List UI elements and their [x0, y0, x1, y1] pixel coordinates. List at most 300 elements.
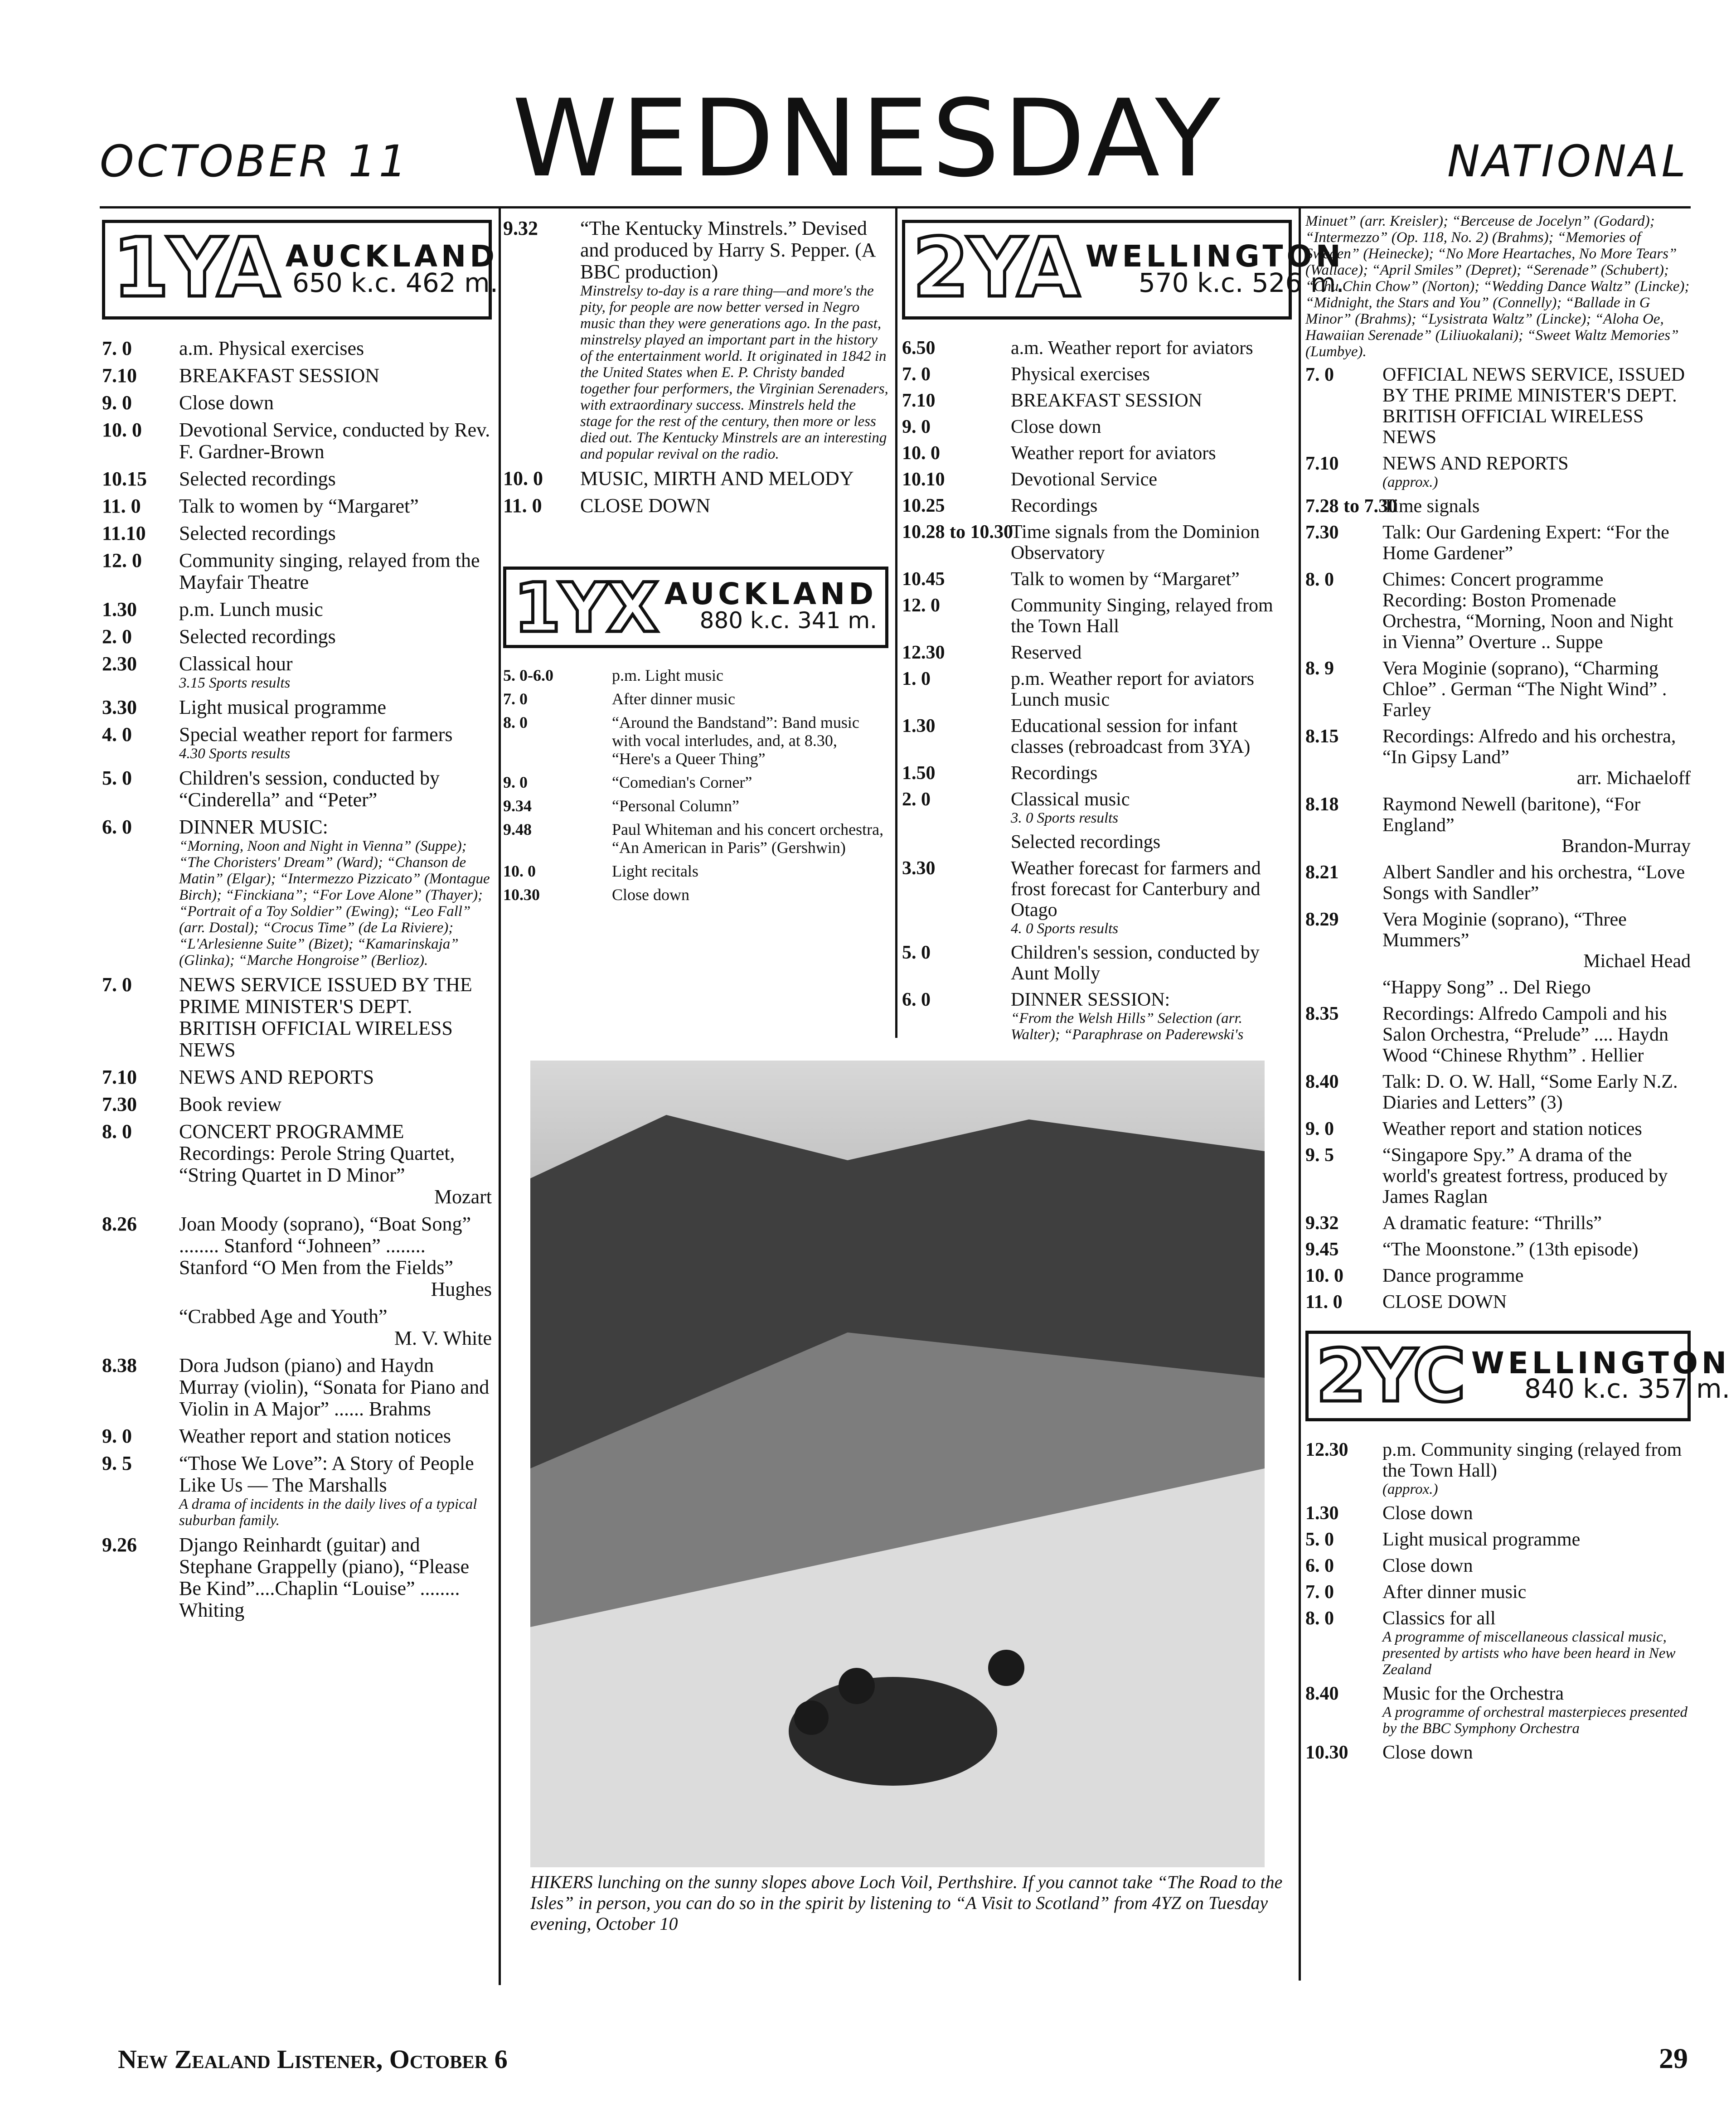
programme-time: 5. 0: [1305, 1529, 1334, 1550]
programme-time: 8.18: [1305, 794, 1339, 815]
programme-item: [1305, 726, 1691, 789]
programme-title: CLOSE DOWN: [580, 494, 711, 517]
programme-list: [1305, 364, 1691, 1313]
programme-time: 12.30: [902, 642, 945, 663]
programme-title: Light recitals: [612, 862, 698, 880]
composer: Michael Head: [1583, 951, 1691, 972]
programme-item: [902, 668, 1292, 710]
programme-time: 9.34: [503, 797, 532, 815]
programme-time: [102, 1306, 179, 1349]
callsign-logo: 2YC: [1316, 1333, 1464, 1418]
programme-time: 10.30: [1305, 1742, 1348, 1763]
station-frequency: 650 k.c. 462 m.: [292, 267, 499, 298]
programme-item: [102, 724, 492, 762]
programme-note: “Morning, Noon and Night in Vienna” (Suppe); “The Choristers' Dream” (Ward); “Chanson de Matin” (Elgar); “Intermezzo Pizzicato” (Montague Birch); “Finckiana”; “For Love Alone” (Thayer); “Portrait of a Toy Soldier” (Ewing); “Leo Fall” (arr. Dostal); “Crocus Time” (de La Riviere); “L'Arlesienne Suite” (Bizet); “Kamarinskaja” (Glinka); “Marche Hongroise” (Berlioz).: [179, 838, 490, 969]
programme-time: 11. 0: [102, 495, 141, 517]
programme-title: After dinner music: [1382, 1582, 1527, 1603]
programme-time: 12. 0: [902, 595, 940, 616]
programme-title: “Those We Love”: A Story of People Like Us — The Marshalls: [179, 1452, 474, 1496]
programme-title: CLOSE DOWN: [1382, 1292, 1507, 1313]
programme-title: Recordings: Alfredo Campoli and his Salon Orchestra, “Prelude” .... Haydn Wood “Chinese Rhythm” . Hellier: [1382, 1003, 1668, 1066]
programme-title: NEWS AND REPORTS: [1382, 453, 1569, 474]
programme-item: [1305, 1292, 1691, 1313]
programme-title: Time signals from the Dominion Observatory: [1011, 522, 1260, 563]
programme-item: [102, 419, 492, 463]
programme-item: [1305, 977, 1691, 998]
programme-time: 10.10: [902, 469, 945, 490]
programme-item: [102, 1355, 492, 1420]
programme-item: [1305, 909, 1691, 972]
programme-item: [1305, 453, 1691, 490]
programme-title: Community Singing, relayed from the Town Hall: [1011, 595, 1273, 637]
programme-title: Vera Moginie (soprano), “Charming Chloe” . German “The Night Wind” . Farley: [1382, 658, 1667, 721]
programme-time: 5. 0: [902, 942, 931, 963]
programme-title: Weather report and station notices: [1382, 1119, 1642, 1139]
programme-item: [102, 1425, 492, 1447]
programme-item: [1305, 794, 1691, 857]
programme-item: [102, 1534, 492, 1621]
programme-time: 4. 0: [102, 723, 132, 746]
column-1ya: [102, 220, 499, 1627]
programme-title: Recordings: [1011, 495, 1098, 516]
programme-title: Close down: [1382, 1503, 1473, 1524]
programme-time: 8.29: [1305, 909, 1339, 930]
programme-item: [902, 443, 1292, 464]
programme-time: 10. 0: [503, 862, 536, 880]
programme-note: 3. 0 Sports results: [1011, 810, 1119, 826]
programme-item: [902, 642, 1292, 663]
programme-title: Physical exercises: [1011, 364, 1150, 385]
programme-item: [503, 773, 888, 791]
station-box-2ya: [902, 220, 1344, 320]
programme-item: [902, 858, 1292, 937]
programme-time: 8.40: [1305, 1683, 1339, 1704]
programme-time: 9.26: [102, 1534, 137, 1556]
programme-list: [902, 338, 1292, 1043]
programme-item: [503, 495, 888, 517]
programme-title: NEWS SERVICE ISSUED BY THE PRIME MINISTER'S DEPT. BRITISH OFFICIAL WIRELESS NEWS: [179, 974, 472, 1061]
callsign-logo: 1YA: [112, 221, 278, 315]
programme-item: [902, 390, 1292, 411]
programme-time: 9.32: [1305, 1213, 1339, 1234]
programme-item: [102, 1306, 492, 1349]
programme-title: “Comedian's Corner”: [612, 773, 752, 791]
programme-title: Devotional Service: [1011, 469, 1158, 490]
programme-item: [1305, 1439, 1691, 1497]
programme-item: [1305, 1742, 1691, 1763]
programme-item: [102, 392, 492, 414]
programme-item: [1305, 1213, 1691, 1234]
programme-title: Raymond Newell (baritone), “For England”: [1382, 794, 1641, 836]
programme-title: Book review: [179, 1093, 282, 1115]
callsign-logo: 1YX: [514, 569, 657, 648]
programme-time: 7.28 to 7.30: [1305, 496, 1397, 517]
programme-title: Devotional Service, conducted by Rev. F. Gardner-Brown: [179, 419, 490, 463]
programme-item: [102, 468, 492, 490]
programme-item: [503, 468, 888, 489]
programme-item: [102, 1453, 492, 1529]
programme-time: 7.10: [1305, 453, 1339, 474]
date-heading: OCTOBER 11: [100, 136, 409, 187]
programme-title: Chimes: Concert programme Recording: Boston Promenade Orchestra, “Morning, Noon and Night in Vienna” Overture .. Suppe: [1382, 569, 1673, 653]
programme-item: [902, 338, 1292, 358]
programme-item: [102, 338, 492, 359]
programme-title: Classical hour: [179, 653, 293, 675]
programme-time: 3.30: [902, 858, 936, 879]
programme-list: [503, 218, 888, 517]
programme-item: [1305, 522, 1691, 564]
programme-list: [503, 666, 888, 904]
programme-time: 12. 0: [102, 549, 142, 572]
programme-item: [902, 789, 1292, 826]
programme-title: DINNER SESSION:: [1011, 989, 1170, 1010]
programme-time: 9. 0: [503, 773, 528, 791]
programme-title: Children's session, conducted by Aunt Molly: [1011, 942, 1260, 984]
programme-time: 7.10: [102, 364, 137, 387]
column-middle: [503, 218, 888, 909]
station-frequency: 880 k.c. 341 m.: [699, 607, 878, 634]
programme-title: After dinner music: [612, 690, 735, 708]
programme-item: [102, 626, 492, 648]
programme-item: [102, 816, 492, 969]
programme-title: “Happy Song” .. Del Riego: [1382, 977, 1591, 998]
callsign-logo: 2YA: [912, 221, 1078, 315]
station-city: WELLINGTON: [1471, 1346, 1731, 1381]
programme-time: 8.35: [1305, 1003, 1339, 1024]
programme-note: (approx.): [1382, 1481, 1438, 1497]
programme-item: [102, 1094, 492, 1115]
programme-title: Weather forecast for farmers and frost forecast for Canterbury and Otago: [1011, 858, 1261, 920]
programme-time: 7.10: [902, 390, 936, 411]
programme-title: “The Moonstone.” (13th episode): [1382, 1239, 1639, 1260]
programme-list: [1305, 1439, 1691, 1763]
programme-time: 9. 5: [1305, 1145, 1334, 1166]
programme-title: Selected recordings: [1011, 832, 1161, 853]
programme-item: [102, 653, 492, 691]
programme-time: 8.21: [1305, 862, 1339, 883]
programme-time: 8.40: [1305, 1071, 1339, 1092]
composer: Brandon-Murray: [1561, 836, 1691, 857]
programme-title: Close down: [179, 392, 274, 414]
programme-time: 7.30: [102, 1093, 137, 1115]
programme-title: “Singapore Spy.” A drama of the world's greatest fortress, produced by James Raglan: [1382, 1145, 1668, 1207]
programme-time: 7.10: [102, 1066, 137, 1088]
programme-item: [1305, 862, 1691, 904]
programme-time: 9.32: [503, 217, 538, 239]
programme-time: 10. 0: [902, 443, 940, 464]
programme-time: 7. 0: [503, 690, 528, 708]
programme-item: [1305, 1239, 1691, 1260]
programme-note: A programme of miscellaneous classical music, presented by artists who have been heard in New Zealand: [1382, 1629, 1676, 1678]
programme-item: [102, 1213, 492, 1300]
programme-time: 9. 0: [102, 392, 132, 414]
programme-item: [102, 697, 492, 718]
programme-title: Recordings: [1011, 763, 1098, 784]
programme-item: [503, 797, 888, 815]
programme-item: [503, 713, 888, 768]
programme-title: Special weather report for farmers: [179, 723, 453, 746]
programme-time: 8. 9: [1305, 658, 1334, 679]
programme-time: 6. 0: [902, 989, 931, 1010]
programme-time: 7.30: [1305, 522, 1339, 543]
programme-title: p.m. Weather report for aviators Lunch music: [1011, 668, 1254, 710]
programme-title: Reserved: [1011, 642, 1082, 663]
programme-time: 5. 0-6.0: [503, 666, 553, 684]
programme-item: [902, 417, 1292, 437]
programme-time: 10.25: [902, 495, 945, 516]
programme-title: Paul Whiteman and his concert orchestra, “An American in Paris” (Gershwin): [612, 820, 884, 857]
programme-time: 10. 0: [1305, 1265, 1343, 1286]
footer-publication: New Zealand Listener, October 6: [118, 2044, 508, 2074]
programme-title: Close down: [1382, 1742, 1473, 1763]
programme-time: 2.30: [102, 653, 137, 675]
column-right: [1305, 213, 1731, 1768]
programme-title: DINNER MUSIC:: [179, 816, 328, 838]
programme-time: [902, 832, 1011, 853]
programme-item: [1305, 1265, 1691, 1286]
programme-note: A drama of incidents in the daily lives of a typical suburban family.: [179, 1496, 477, 1529]
programme-title: a.m. Weather report for aviators: [1011, 338, 1253, 358]
programme-time: 8.38: [102, 1354, 137, 1376]
programme-title: Light musical programme: [179, 696, 386, 718]
programme-time: 6. 0: [102, 816, 132, 838]
programme-item: [1305, 1683, 1691, 1737]
programme-item: [1305, 569, 1691, 653]
programme-item: [503, 666, 888, 684]
composer: arr. Michaeloff: [1576, 768, 1691, 789]
programme-title: Close down: [1382, 1555, 1473, 1576]
day-heading: WEDNESDAY: [512, 77, 1224, 201]
programme-time: 5. 0: [102, 767, 132, 789]
programme-item: [902, 595, 1292, 637]
station-box-1ya: [102, 220, 499, 320]
programme-item: [1305, 1145, 1691, 1207]
programme-title: Weather report and station notices: [179, 1425, 451, 1447]
programme-time: 6. 0: [1305, 1555, 1334, 1576]
programme-item: [1305, 1071, 1691, 1113]
programme-item: [503, 886, 888, 904]
programme-title: Talk: D. O. W. Hall, “Some Early N.Z. Diaries and Letters” (3): [1382, 1071, 1678, 1113]
programme-item: [902, 832, 1292, 853]
programme-title: NEWS AND REPORTS: [179, 1066, 374, 1088]
programme-note: “From the Welsh Hills” Selection (arr. Walter); “Paraphrase on Paderewski's: [1011, 1010, 1244, 1043]
programme-time: 1.30: [1305, 1503, 1339, 1524]
composer: Hughes: [431, 1278, 492, 1300]
programme-time: 6.50: [902, 338, 936, 358]
programme-title: Talk to women by “Margaret”: [179, 495, 419, 517]
programme-item: [902, 942, 1292, 984]
programme-item: [902, 364, 1292, 385]
programme-note: 4.30 Sports results: [179, 746, 291, 762]
programme-title: Educational session for infant classes (rebroadcast from 3YA): [1011, 716, 1251, 757]
station-frequency: 570 k.c. 526 m.: [1138, 267, 1344, 298]
programme-title: BREAKFAST SESSION: [179, 364, 380, 387]
hikers-photograph: [530, 1061, 1265, 1867]
programme-item: [503, 690, 888, 708]
column-divider: [499, 208, 501, 1985]
programme-item: [1305, 364, 1691, 448]
programme-time: 10. 0: [102, 419, 142, 441]
programme-item: [102, 599, 492, 620]
programme-time: 10. 0: [503, 467, 543, 489]
station-frequency: 840 k.c. 357 m.: [1524, 1373, 1731, 1404]
programme-title: Talk: Our Gardening Expert: “For the Home Gardener”: [1382, 522, 1669, 564]
programme-item: [902, 716, 1292, 757]
programme-title: Close down: [612, 886, 689, 904]
programme-title: OFFICIAL NEWS SERVICE, ISSUED BY THE PRIME MINISTER'S DEPT. BRITISH OFFICIAL WIRELESS NEWS: [1382, 364, 1685, 448]
programme-title: “Around the Bandstand”: Band music with vocal interludes, and, at 8.30, “Here's a Queer Thing”: [612, 713, 859, 768]
station-city: AUCKLAND: [664, 576, 878, 611]
programme-title: A dramatic feature: “Thrills”: [1382, 1213, 1602, 1234]
programme-item: [1305, 1003, 1691, 1066]
programme-item: [1305, 1119, 1691, 1139]
programme-time: 9.45: [1305, 1239, 1339, 1260]
programme-time: [1305, 977, 1382, 998]
programme-time: 7. 0: [102, 974, 132, 996]
programme-note: 4. 0 Sports results: [1011, 920, 1119, 937]
programme-item: [503, 820, 888, 857]
programme-time: 3.30: [102, 696, 137, 718]
composer: Mozart: [434, 1186, 492, 1208]
programme-time: 1. 0: [902, 668, 931, 689]
programme-item: [902, 763, 1292, 784]
programme-item: [1305, 658, 1691, 721]
programme-item: [1305, 1529, 1691, 1550]
programme-time: 8. 0: [1305, 569, 1334, 590]
programme-time: 8.26: [102, 1213, 137, 1235]
programme-time: 9. 0: [1305, 1119, 1334, 1139]
programme-item: [902, 469, 1292, 490]
programme-title: Close down: [1011, 417, 1101, 437]
station-box-1yx: [503, 567, 888, 648]
programme-time: 8.15: [1305, 726, 1339, 747]
composer: M. V. White: [394, 1327, 492, 1349]
programme-time: 10.28 to 10.30: [902, 522, 1013, 543]
programme-item: [1305, 1555, 1691, 1576]
programme-title: Classics for all: [1382, 1608, 1496, 1629]
programme-time: 9.48: [503, 820, 532, 838]
programme-title: Albert Sandler and his orchestra, “Love Songs with Sandler”: [1382, 862, 1685, 904]
programme-time: 2. 0: [902, 789, 931, 810]
programme-title: Children's session, conducted by “Cinderella” and “Peter”: [179, 767, 440, 811]
programme-title: p.m. Community singing (relayed from the Town Hall): [1382, 1439, 1682, 1481]
programme-title: “The Kentucky Minstrels.” Devised and produced by Harry S. Pepper. (A BBC production): [580, 217, 875, 283]
programme-title: Music for the Orchestra: [1382, 1683, 1564, 1704]
station-city: WELLINGTON: [1085, 239, 1344, 274]
programme-title: Django Reinhardt (guitar) and Stephane Grappelly (piano), “Please Be Kind”....Chaplin “Louise” ........ Whiting: [179, 1534, 470, 1621]
programme-title: Talk to women by “Margaret”: [1011, 569, 1240, 590]
programme-note: Minstrelsy to-day is a rare thing—and more's the pity, for people are now better versed in Negro music than they were generations ago. In the past, minstrelsy played an important part in the history of the entertainment world. It originated in 1842 in the United States when E. P. Christy banded together four performers, the Virginian Serenaders, with extraordinary success. Minstrels held the stage for the rest of the century, then more or less died out. The Kentucky Minstrels are an interesting and popular revival on the radio.: [580, 283, 888, 462]
programme-item: [102, 1121, 492, 1208]
programme-item: [1305, 496, 1691, 517]
programme-title: MUSIC, MIRTH AND MELODY: [580, 467, 854, 489]
programme-title: “Crabbed Age and Youth”: [179, 1305, 388, 1327]
column-divider: [1299, 208, 1301, 1981]
programme-item: [1305, 1608, 1691, 1678]
programme-time: 8. 0: [1305, 1608, 1334, 1629]
landscape-illustration: [530, 1061, 1265, 1867]
programme-title: p.m. Light music: [612, 666, 723, 684]
programme-item: [102, 1066, 492, 1088]
photo-caption: HIKERS lunching on the sunny slopes above Loch Voil, Perthshire. If you cannot take “The Road to the Isles” in person, you can do so in the spirit by listening to “A Visit to Scotland” from 4YZ on Tuesday evening, October 10: [530, 1872, 1283, 1934]
programme-note: (approx.): [1382, 474, 1438, 490]
programme-time: 8. 0: [102, 1120, 132, 1143]
programme-time: 1.50: [902, 763, 936, 784]
programme-time: 10.45: [902, 569, 945, 590]
programme-item: [902, 522, 1292, 563]
programme-title: Community singing, relayed from the Mayfair Theatre: [179, 549, 480, 593]
programme-time: 7. 0: [1305, 1582, 1334, 1603]
programme-title: Recordings: Alfredo and his orchestra, “In Gipsy Land”: [1382, 726, 1676, 768]
programme-item: [102, 365, 492, 387]
programme-time: 7. 0: [902, 364, 931, 385]
programme-time: 9. 0: [102, 1425, 132, 1447]
programme-item: [1305, 1582, 1691, 1603]
programme-item: [503, 218, 888, 462]
programme-title: Vera Moginie (soprano), “Three Mummers”: [1382, 909, 1627, 951]
programme-time: 9. 0: [902, 417, 931, 437]
programme-note: 3.15 Sports results: [179, 675, 291, 691]
station-city: AUCKLAND: [285, 239, 499, 274]
programme-time: 1.30: [102, 598, 137, 620]
programme-time: 11.10: [102, 522, 146, 544]
programme-time: 2. 0: [102, 625, 132, 648]
programme-note: A programme of orchestral masterpieces presented by the BBC Symphony Orchestra: [1382, 1704, 1688, 1737]
programme-time: 11. 0: [503, 494, 542, 517]
programme-title: “Personal Column”: [612, 797, 739, 815]
programme-time: 12.30: [1305, 1439, 1348, 1460]
programme-time: 10.30: [503, 886, 540, 904]
programme-item: [503, 862, 888, 880]
programme-item: [102, 550, 492, 593]
programme-title: BREAKFAST SESSION: [1011, 390, 1203, 411]
programme-title: a.m. Physical exercises: [179, 337, 364, 359]
programme-title: p.m. Lunch music: [179, 598, 323, 620]
programme-time: 11. 0: [1305, 1292, 1343, 1313]
programme-title: Joan Moody (soprano), “Boat Song” ........ Stanford “Johneen” ........ Stanford “O Men from the Fields”: [179, 1213, 471, 1279]
programme-title: CONCERT PROGRAMME Recordings: Perole String Quartet, “String Quartet in D Minor”: [179, 1120, 455, 1186]
page-number: 29: [1659, 2042, 1688, 2074]
programme-item: [102, 974, 492, 1061]
programme-title: Selected recordings: [179, 625, 336, 648]
programme-item: [102, 495, 492, 517]
programme-item: [902, 495, 1292, 516]
programme-title: Selected recordings: [179, 468, 336, 490]
programme-time: 9. 5: [102, 1452, 132, 1474]
programme-time: 7. 0: [1305, 364, 1334, 385]
programme-title: Selected recordings: [179, 522, 336, 544]
programme-item: [102, 767, 492, 811]
programme-title: Classical music: [1011, 789, 1130, 810]
programme-title: Time signals: [1382, 496, 1480, 517]
dinner-music-continued: Minuet” (arr. Kreisler); “Berceuse de Jocelyn” (Godard); “Intermezzo” (Op. 118, No. 2) (Brahms); “Memories of Sweden” (Heinecke); “No More Heartaches, No More Tears” (Wallace); “April Smiles” (Depret); “Serenade” (Schubert); “Chu Chin Chow” (Norton); “Wedding Dance Waltz” (Lincke); “Midnight, the Stars and You” (Connelly); “Ballade in G Minor” (Brahms); “Lysistrata Waltz” (Lincke); “Aloha Oe, Hawaiian Serenade” (Liliuokalani); “Sweet Waltz Memories” (Lumbye).: [1305, 213, 1690, 360]
programme-time: 8. 0: [503, 713, 528, 731]
programme-item: [902, 569, 1292, 590]
station-box-2yc: [1305, 1331, 1731, 1421]
programme-item: [102, 523, 492, 544]
programme-item: [1305, 1503, 1691, 1524]
programme-item: [902, 989, 1292, 1043]
programme-title: Dora Judson (piano) and Haydn Murray (violin), “Sonata for Piano and Violin in A Major” ...... Brahms: [179, 1354, 490, 1420]
network-heading: NATIONAL: [1447, 136, 1688, 187]
column-divider: [895, 208, 897, 1038]
programme-title: Dance programme: [1382, 1265, 1524, 1286]
programme-time: 10.15: [102, 468, 147, 490]
programme-time: 1.30: [902, 716, 936, 736]
programme-title: Weather report for aviators: [1011, 443, 1216, 464]
programme-time: 7. 0: [102, 337, 132, 359]
programme-title: Light musical programme: [1382, 1529, 1581, 1550]
